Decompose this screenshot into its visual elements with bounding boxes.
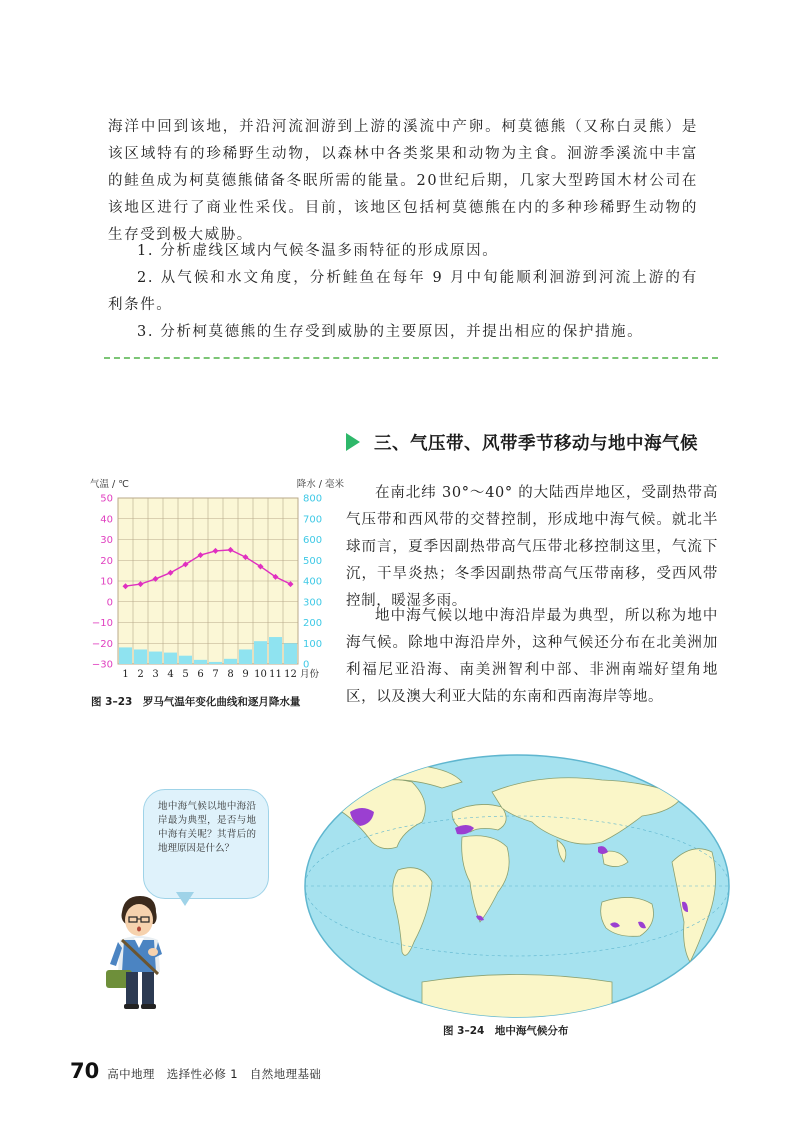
precipitation-tick-label: 400 bbox=[303, 576, 323, 588]
month-tick-label: 8 bbox=[227, 669, 234, 680]
section-title: 三、气压带、风带季节移动与地中海气候 bbox=[374, 433, 698, 454]
precipitation-bar bbox=[239, 649, 252, 664]
mediterranean-climate-world-map bbox=[302, 752, 732, 1020]
climate-chart-svg bbox=[90, 476, 350, 686]
month-axis-label: 月份 bbox=[300, 669, 320, 680]
question-1: 1. 分析虚线区域内气候冬温多雨特征的形成原因。 bbox=[137, 243, 499, 259]
month-tick-label: 7 bbox=[212, 669, 219, 680]
section-paragraph-2: 地中海气候以地中海沿岸最为典型，所以称为地中海气候。除地中海沿岸外，这种气候还分布在北美洲加利福尼亚沿海、南美洲智利中部、非洲南端好望角地区，以及澳大利亚大陆的东南和西南海岸等地。 bbox=[346, 608, 718, 705]
intro-paragraph: 海洋中回到该地，并沿河流洄游到上游的溪流中产卵。柯莫德熊（又称白灵熊）是该区域特有的珍稀野生动物，以森林中各类浆果和动物为主食。洄游季溪流中丰富的鲑鱼成为柯莫德熊储备冬眠所需的能量。20世纪后期，几家大型跨国木材公司在该地区进行了商业性采伐。目前，该地区包括柯莫德熊在内的多种珍稀野生动物的生存受到极大威胁。 bbox=[108, 119, 698, 243]
month-tick-label: 10 bbox=[254, 669, 267, 680]
precipitation-tick-label: 800 bbox=[303, 493, 323, 505]
precipitation-axis-label: 降水 / 毫米 bbox=[296, 479, 344, 490]
triangle-marker-icon bbox=[346, 433, 360, 451]
dashed-divider bbox=[104, 357, 718, 359]
precipitation-bar bbox=[209, 662, 222, 664]
temperature-tick-label: 50 bbox=[100, 493, 113, 505]
precipitation-bar bbox=[194, 660, 207, 664]
page-number: 70 bbox=[70, 1059, 100, 1083]
precipitation-tick-label: 500 bbox=[303, 555, 323, 567]
temperature-tick-label: −20 bbox=[91, 638, 113, 650]
month-tick-label: 12 bbox=[284, 669, 297, 680]
month-tick-label: 3 bbox=[152, 669, 159, 680]
month-tick-label: 6 bbox=[197, 669, 204, 680]
temperature-tick-label: 30 bbox=[100, 535, 113, 546]
rome-climate-chart bbox=[90, 476, 350, 686]
precipitation-bar bbox=[119, 647, 132, 664]
temperature-tick-label: −30 bbox=[91, 659, 113, 671]
thought-bubble: 地中海气候以地中海沿岸最为典型，是否与地中海有关呢？其背后的地理原因是什么？ bbox=[143, 789, 269, 899]
precipitation-bar bbox=[179, 656, 192, 664]
month-tick-label: 5 bbox=[182, 669, 189, 680]
page-footer bbox=[70, 1059, 321, 1083]
precipitation-bar bbox=[269, 637, 282, 664]
month-tick-label: 2 bbox=[137, 669, 144, 680]
temperature-tick-label: 10 bbox=[100, 576, 113, 588]
precipitation-tick-label: 700 bbox=[303, 514, 323, 526]
section-heading bbox=[346, 429, 698, 455]
precipitation-bar bbox=[134, 649, 147, 664]
precipitation-bar bbox=[224, 659, 237, 664]
question-2: 2. 从气候和水文角度，分析鲑鱼在每年 9 月中旬能顺利洄游到河流上游的有利条件。 bbox=[108, 270, 698, 313]
figure-3-24-caption: 图 3–24 地中海气候分布 bbox=[443, 1025, 569, 1037]
book-title: 高中地理 选择性必修 1 自然地理基础 bbox=[107, 1067, 322, 1081]
precipitation-bar bbox=[254, 641, 267, 664]
month-tick-label: 1 bbox=[122, 669, 129, 680]
month-tick-label: 4 bbox=[167, 669, 174, 680]
temperature-tick-label: 20 bbox=[100, 555, 113, 567]
precipitation-bar bbox=[284, 643, 297, 664]
precipitation-tick-label: 600 bbox=[303, 535, 323, 546]
bubble-tail bbox=[176, 892, 194, 906]
temperature-axis-label: 气温 / ℃ bbox=[90, 479, 129, 490]
precipitation-bar bbox=[149, 652, 162, 664]
precipitation-tick-label: 0 bbox=[303, 659, 310, 671]
section-paragraph-1: 在南北纬 30°～40° 的大陆西岸地区，受副热带高气压带和西风带的交替控制，形成地中海气候。就北半球而言，夏季因副热带高气压带北移控制这里，气流下沉，干旱炎热；冬季因副热带高气压带南移，受西风带控制，暖湿多雨。 bbox=[346, 485, 718, 609]
figure-3-23-caption: 图 3–23 罗马气温年变化曲线和逐月降水量 bbox=[91, 696, 301, 708]
temperature-tick-label: 40 bbox=[100, 514, 113, 526]
month-tick-label: 11 bbox=[269, 669, 282, 680]
question-3: 3. 分析柯莫德熊的生存受到威胁的主要原因，并提出相应的保护措施。 bbox=[137, 324, 644, 340]
temperature-tick-label: 0 bbox=[106, 597, 113, 609]
month-tick-label: 9 bbox=[242, 669, 249, 680]
precipitation-tick-label: 300 bbox=[303, 597, 323, 609]
temperature-tick-label: −10 bbox=[91, 618, 113, 629]
precipitation-tick-label: 100 bbox=[303, 638, 323, 650]
student-character-illustration bbox=[98, 890, 178, 1010]
precipitation-bar bbox=[164, 653, 177, 664]
precipitation-tick-label: 200 bbox=[303, 618, 323, 629]
